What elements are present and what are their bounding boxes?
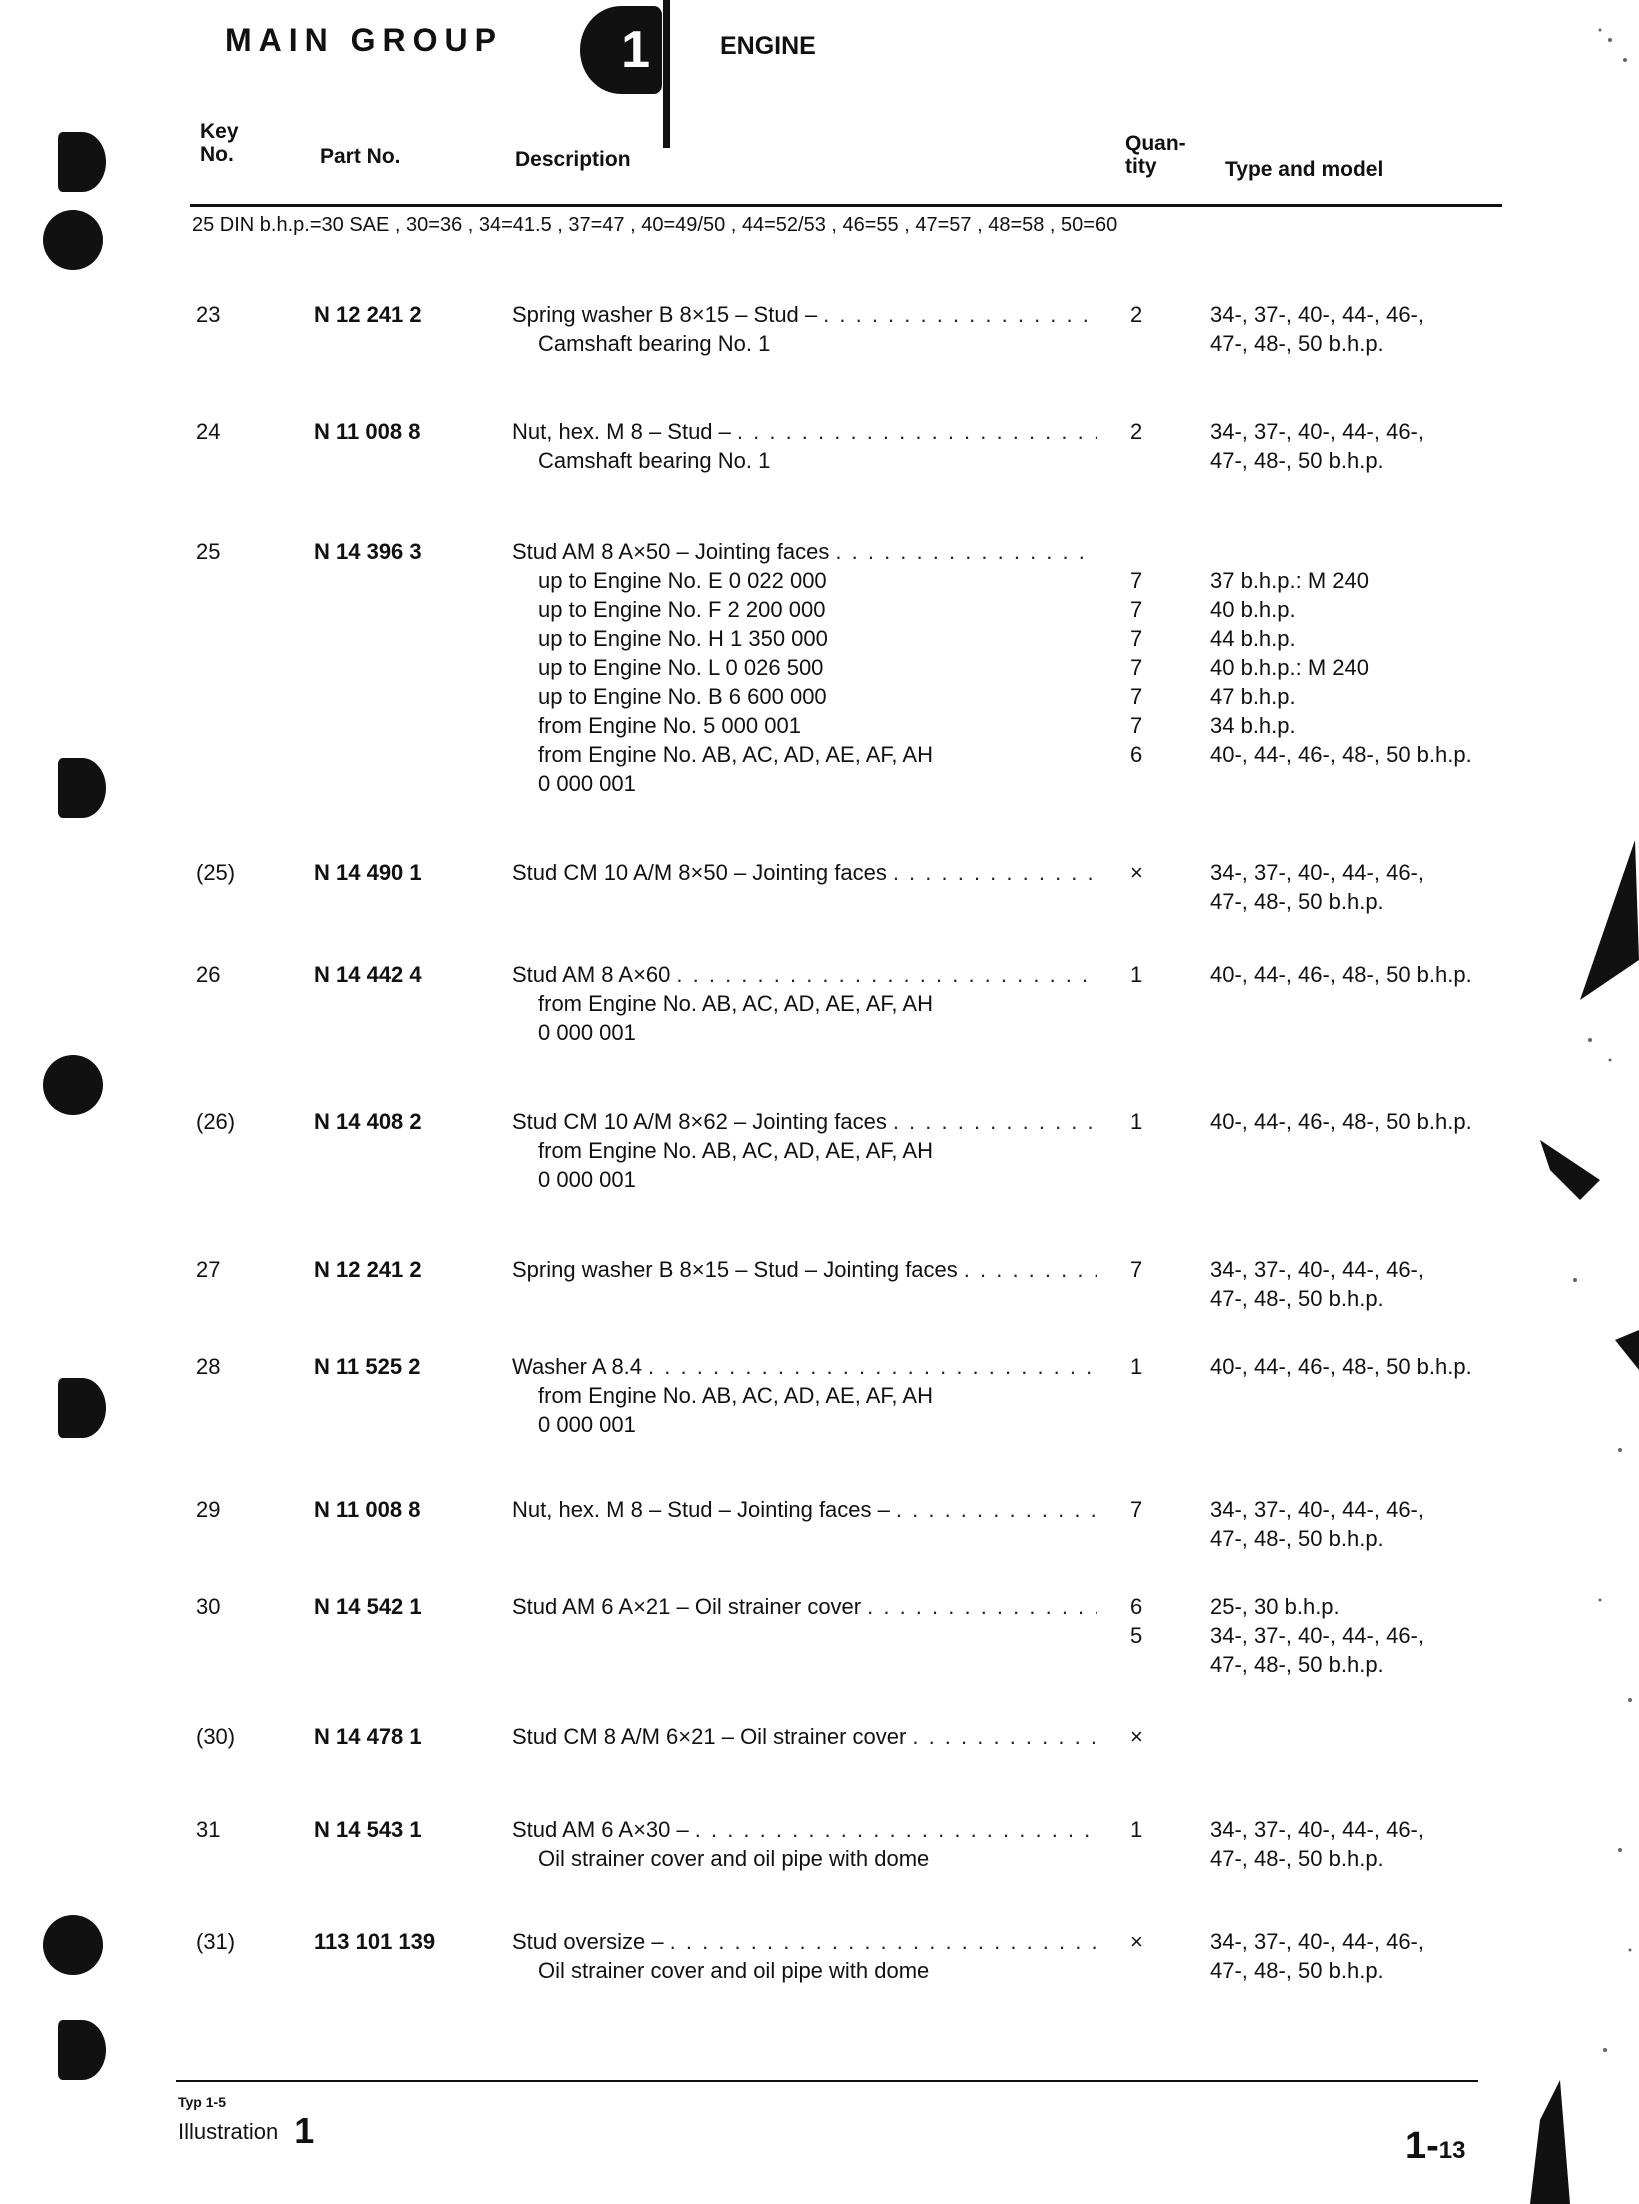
punch-hole-4 xyxy=(43,1055,103,1115)
description-text: Oil strainer cover and oil pipe with dome xyxy=(538,1958,930,1983)
description-subline xyxy=(512,653,1097,682)
part-description xyxy=(512,1255,1097,1284)
part-description xyxy=(512,1592,1097,1621)
page-number-main: 1- xyxy=(1405,2125,1439,2167)
part-number: N 14 442 4 xyxy=(314,962,422,987)
part-key-no: 27 xyxy=(196,1257,221,1282)
description-line xyxy=(512,417,1097,446)
illustration-label: Illustration xyxy=(178,2119,279,2144)
part-quantity xyxy=(1130,417,1190,446)
description-text: 0 000 001 xyxy=(538,1412,636,1437)
part-key-no: 31 xyxy=(196,1817,221,1842)
part-number: N 14 408 2 xyxy=(314,1109,422,1134)
leader-dots xyxy=(829,537,1097,566)
description-text: 0 000 001 xyxy=(538,771,636,796)
column-header-key-no xyxy=(200,120,260,166)
description-line xyxy=(512,1495,1097,1524)
part-quantity xyxy=(1130,1495,1190,1524)
description-line xyxy=(512,537,1097,566)
part-number: N 14 543 1 xyxy=(314,1817,422,1842)
description-subline xyxy=(512,1956,1097,1985)
description-text: Spring washer B 8×15 – Stud – Jointing faces xyxy=(512,1257,958,1282)
column-header-type-model: Type and model xyxy=(1225,158,1384,181)
type-model-value: 34-, 37-, 40-, 44-, 46-, xyxy=(1210,1817,1424,1842)
description-subline xyxy=(512,446,1097,475)
type-model-value: 34 b.h.p. xyxy=(1210,713,1296,738)
description-text: Spring washer B 8×15 – Stud – xyxy=(512,302,818,327)
quantity-value: × xyxy=(1130,1724,1143,1749)
type-model-value: 47-, 48-, 50 b.h.p. xyxy=(1210,331,1384,356)
description-subline xyxy=(512,624,1097,653)
part-quantity xyxy=(1130,1352,1190,1381)
quantity-value: 2 xyxy=(1130,302,1143,327)
quantity-value: 7 xyxy=(1130,568,1143,593)
part-description xyxy=(512,300,1097,358)
description-text: up to Engine No. F 2 200 000 xyxy=(538,597,826,622)
leader-dots xyxy=(890,1495,1097,1524)
part-key-no: (25) xyxy=(196,860,236,885)
description-text: from Engine No. AB, AC, AD, AE, AF, AH xyxy=(538,1383,933,1408)
punch-hole-6 xyxy=(43,1915,103,1975)
description-text: Stud oversize – xyxy=(512,1929,664,1954)
type-model-value: 47 b.h.p. xyxy=(1210,684,1296,709)
type-model-value: 34-, 37-, 40-, 44-, 46-, xyxy=(1210,860,1424,885)
type-model-value: 37 b.h.p.: M 240 xyxy=(1210,568,1369,593)
type-model-value: 47-, 48-, 50 b.h.p. xyxy=(1210,1526,1384,1551)
type-model-value: 40 b.h.p. xyxy=(1210,597,1296,622)
leader-dots xyxy=(642,1352,1097,1381)
part-description xyxy=(512,960,1097,1047)
part-number: N 14 542 1 xyxy=(314,1594,422,1619)
quantity-value: 7 xyxy=(1130,1257,1143,1282)
part-description xyxy=(512,1495,1097,1524)
part-key-no: 28 xyxy=(196,1354,221,1379)
section-title: ENGINE xyxy=(720,32,816,60)
part-key-no: (26) xyxy=(196,1109,236,1134)
type-model-value: 47-, 48-, 50 b.h.p. xyxy=(1210,448,1384,473)
part-description xyxy=(512,1352,1097,1439)
description-line xyxy=(512,1722,1097,1751)
type-model-value: 47-, 48-, 50 b.h.p. xyxy=(1210,1652,1384,1677)
part-quantity xyxy=(1130,1107,1190,1136)
leader-dots xyxy=(861,1592,1097,1621)
page-number xyxy=(1405,2125,1466,2168)
quantity-value: 5 xyxy=(1130,1623,1143,1648)
part-number: N 11 008 8 xyxy=(314,419,421,444)
part-description xyxy=(512,537,1097,798)
quantity-value: × xyxy=(1130,860,1143,885)
description-line xyxy=(512,1255,1097,1284)
part-number: N 11 008 8 xyxy=(314,1497,421,1522)
leader-dots xyxy=(958,1255,1097,1284)
punch-hole-3 xyxy=(58,758,106,818)
part-number: N 12 241 2 xyxy=(314,1257,422,1282)
part-description xyxy=(512,417,1097,475)
part-description xyxy=(512,1815,1097,1873)
type-model-value: 47-, 48-, 50 b.h.p. xyxy=(1210,1286,1384,1311)
header-rule xyxy=(190,204,1502,207)
main-group-title: MAIN GROUP xyxy=(225,22,503,58)
type-model-value: 34-, 37-, 40-, 44-, 46-, xyxy=(1210,1257,1424,1282)
quantity-value: 7 xyxy=(1130,1497,1143,1522)
part-key-no: 30 xyxy=(196,1594,221,1619)
quantity-value: 1 xyxy=(1130,1817,1143,1842)
description-line xyxy=(512,300,1097,329)
description-subline xyxy=(512,769,1097,798)
part-number: N 14 396 3 xyxy=(314,539,422,564)
description-text: Oil strainer cover and oil pipe with dome xyxy=(538,1846,930,1871)
description-text: from Engine No. AB, AC, AD, AE, AF, AH xyxy=(538,742,933,767)
quantity-value: 1 xyxy=(1130,1109,1143,1134)
leader-dots xyxy=(817,300,1097,329)
type-model-value: 34-, 37-, 40-, 44-, 46-, xyxy=(1210,1497,1424,1522)
description-text: up to Engine No. E 0 022 000 xyxy=(538,568,827,593)
group-number-badge xyxy=(580,6,662,94)
footer-illustration xyxy=(178,2110,314,2152)
description-text: Washer A 8.4 xyxy=(512,1354,643,1379)
quantity-value xyxy=(1130,537,1190,566)
description-subline xyxy=(512,1165,1097,1194)
description-subline xyxy=(512,1844,1097,1873)
part-quantity xyxy=(1130,1592,1190,1650)
description-text: up to Engine No. L 0 026 500 xyxy=(538,655,824,680)
quantity-value: 7 xyxy=(1130,597,1143,622)
column-header-quantity xyxy=(1125,132,1195,178)
part-key-no: 26 xyxy=(196,962,221,987)
quantity-value: 7 xyxy=(1130,626,1143,651)
description-subline xyxy=(512,1410,1097,1439)
leader-dots xyxy=(887,858,1097,887)
description-subline xyxy=(512,595,1097,624)
punch-hole-5 xyxy=(58,1378,106,1438)
column-header-description: Description xyxy=(515,148,631,171)
description-subline xyxy=(512,989,1097,1018)
quantity-value: 6 xyxy=(1130,742,1143,767)
description-text: Stud CM 8 A/M 6×21 – Oil strainer cover xyxy=(512,1724,907,1749)
part-quantity xyxy=(1130,1815,1190,1844)
description-text: Stud AM 6 A×21 – Oil strainer cover xyxy=(512,1594,862,1619)
description-text: 0 000 001 xyxy=(538,1167,636,1192)
torn-edge-marks xyxy=(1480,0,1639,2204)
description-text: Nut, hex. M 8 – Stud – Jointing faces – xyxy=(512,1497,890,1522)
description-line xyxy=(512,960,1097,989)
illustration-number: 1 xyxy=(294,2110,315,2151)
part-description xyxy=(512,1107,1097,1194)
description-line xyxy=(512,858,1097,887)
description-text: from Engine No. AB, AC, AD, AE, AF, AH xyxy=(538,991,933,1016)
description-subline xyxy=(512,1136,1097,1165)
description-text: up to Engine No. H 1 350 000 xyxy=(538,626,828,651)
part-key-no: (30) xyxy=(196,1724,236,1749)
type-model-value: 34-, 37-, 40-, 44-, 46-, xyxy=(1210,1929,1424,1954)
description-text: Nut, hex. M 8 – Stud – xyxy=(512,419,731,444)
part-key-no: 25 xyxy=(196,539,221,564)
description-subline xyxy=(512,1381,1097,1410)
description-subline xyxy=(512,329,1097,358)
description-subline xyxy=(512,1018,1097,1047)
quantity-value: 7 xyxy=(1130,684,1143,709)
leader-dots xyxy=(731,417,1097,446)
quantity-value: 7 xyxy=(1130,655,1143,680)
description-subline xyxy=(512,711,1097,740)
punch-hole-7 xyxy=(58,2020,106,2080)
description-subline xyxy=(512,682,1097,711)
part-quantity xyxy=(1130,1722,1190,1751)
type-model-value: 34-, 37-, 40-, 44-, 46-, xyxy=(1210,302,1424,327)
part-description xyxy=(512,1927,1097,1985)
description-text: up to Engine No. B 6 600 000 xyxy=(538,684,827,709)
group-number: 1 xyxy=(621,21,650,79)
part-quantity xyxy=(1130,858,1190,887)
punch-hole-1 xyxy=(58,132,106,192)
quantity-value: × xyxy=(1130,1929,1143,1954)
type-model-value: 44 b.h.p. xyxy=(1210,626,1296,651)
type-model-value: 40-, 44-, 46-, 48-, 50 b.h.p. xyxy=(1210,962,1472,987)
column-header-quantity-label: Quan- tity xyxy=(1125,132,1186,178)
description-text: Camshaft bearing No. 1 xyxy=(538,331,771,356)
column-header-key-no-label: Key No. xyxy=(200,120,239,166)
description-text: Camshaft bearing No. 1 xyxy=(538,448,771,473)
footer-typ: Typ 1-5 xyxy=(178,2094,226,2110)
type-model-value: 40-, 44-, 46-, 48-, 50 b.h.p. xyxy=(1210,1354,1472,1379)
leader-dots xyxy=(664,1927,1097,1956)
part-quantity xyxy=(1130,960,1190,989)
description-text: 0 000 001 xyxy=(538,1020,636,1045)
column-header-part-no: Part No. xyxy=(320,145,401,168)
hp-equivalence-line: 25 DIN b.h.p.=30 SAE , 30=36 , 34=41.5 , 37=47 , 40=49/50 , 44=52/53 , 46=55 , 47=57 , 48=58 , 50=60 xyxy=(192,214,1118,236)
description-line xyxy=(512,1815,1097,1844)
type-model-value: 40-, 44-, 46-, 48-, 50 b.h.p. xyxy=(1210,1109,1472,1134)
footer-rule xyxy=(176,2080,1478,2082)
leader-dots xyxy=(887,1107,1097,1136)
part-quantity xyxy=(1130,300,1190,329)
quantity-value: 6 xyxy=(1130,1594,1143,1619)
quantity-value: 1 xyxy=(1130,962,1143,987)
description-line xyxy=(512,1107,1097,1136)
description-text: Stud AM 8 A×50 – Jointing faces xyxy=(512,539,830,564)
type-model-value: 47-, 48-, 50 b.h.p. xyxy=(1210,889,1384,914)
type-model-value: 47-, 48-, 50 b.h.p. xyxy=(1210,1846,1384,1871)
description-text: Stud AM 8 A×60 xyxy=(512,962,671,987)
part-quantity xyxy=(1130,537,1190,769)
part-number: 113 101 139 xyxy=(314,1929,436,1954)
part-number: N 14 478 1 xyxy=(314,1724,422,1749)
type-model-value: 40 b.h.p.: M 240 xyxy=(1210,655,1369,680)
quantity-value: 7 xyxy=(1130,713,1143,738)
type-model-value: 47-, 48-, 50 b.h.p. xyxy=(1210,1958,1384,1983)
quantity-value: 2 xyxy=(1130,419,1143,444)
quantity-value: 1 xyxy=(1130,1354,1143,1379)
description-line xyxy=(512,1352,1097,1381)
part-quantity xyxy=(1130,1927,1190,1956)
part-key-no: 23 xyxy=(196,302,221,327)
description-subline xyxy=(512,740,1097,769)
description-line xyxy=(512,1592,1097,1621)
description-text: from Engine No. AB, AC, AD, AE, AF, AH xyxy=(538,1138,933,1163)
part-number: N 14 490 1 xyxy=(314,860,422,885)
part-number: N 11 525 2 xyxy=(314,1354,421,1379)
type-model-value: 40-, 44-, 46-, 48-, 50 b.h.p. xyxy=(1210,742,1472,767)
group-tab-bar xyxy=(663,0,670,148)
part-key-no: 29 xyxy=(196,1497,221,1522)
leader-dots xyxy=(906,1722,1097,1751)
punch-hole-2 xyxy=(43,210,103,270)
description-line xyxy=(512,1927,1097,1956)
part-description xyxy=(512,1722,1097,1751)
part-key-no: 24 xyxy=(196,419,221,444)
description-text: Stud CM 10 A/M 8×62 – Jointing faces xyxy=(512,1109,887,1134)
part-key-no: (31) xyxy=(196,1929,236,1954)
type-model-value: 34-, 37-, 40-, 44-, 46-, xyxy=(1210,1623,1424,1648)
description-subline xyxy=(512,566,1097,595)
type-model-value: 25-, 30 b.h.p. xyxy=(1210,1594,1340,1619)
description-text: from Engine No. 5 000 001 xyxy=(538,713,801,738)
part-description xyxy=(512,858,1097,887)
description-text: Stud CM 10 A/M 8×50 – Jointing faces xyxy=(512,860,887,885)
part-quantity xyxy=(1130,1255,1190,1284)
leader-dots xyxy=(670,960,1097,989)
description-text: Stud AM 6 A×30 – xyxy=(512,1817,689,1842)
page-number-sub: 13 xyxy=(1438,2137,1466,2164)
type-model-value: 34-, 37-, 40-, 44-, 46-, xyxy=(1210,419,1424,444)
part-number: N 12 241 2 xyxy=(314,302,422,327)
leader-dots xyxy=(689,1815,1097,1844)
